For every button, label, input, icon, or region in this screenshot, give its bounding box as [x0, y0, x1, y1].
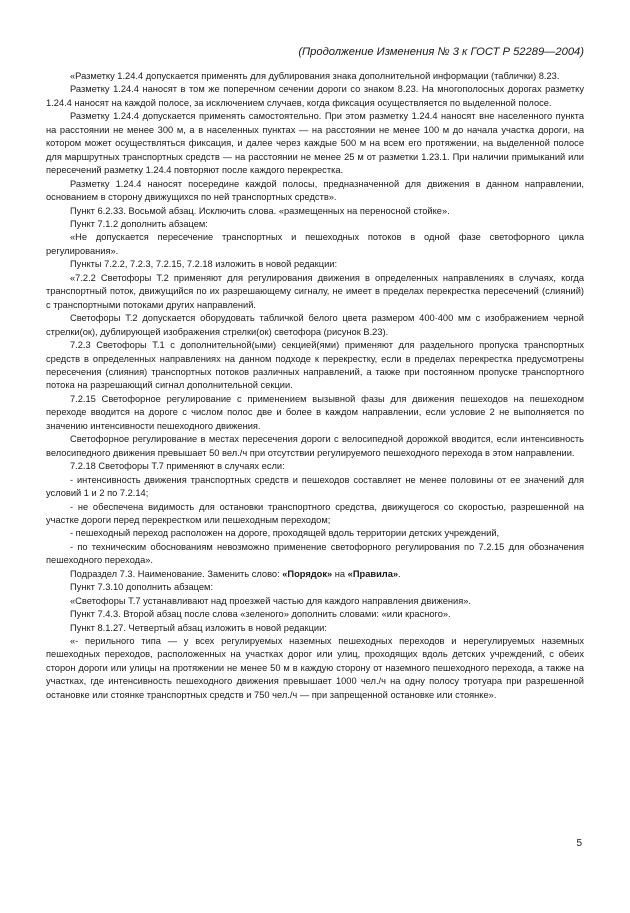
paragraph: Пункт 7.1.2 дополнить абзацем: — [70, 218, 208, 229]
paragraph: - интенсивность движения транспортных средств и пешеходов составляет не менее половины от ее значений для условий 1 и 2 по 7.2.14; — [46, 474, 584, 499]
paragraph: - не обеспечена видимость для остановки транспортного средства, движущегося со скоростью, разрешенной на участке дороги перед перекрестком или пешеходным переходом; — [46, 501, 584, 525]
paragraph: Пункт 7.4.3. Второй абзац после слова «зеленого» дополнить словами: «или красного». — [70, 609, 451, 620]
paragraph: 7.2.18 Светофоры Т.7 применяют в случаях если: — [70, 461, 285, 472]
paragraph: Пункты 7.2.2, 7.2.3, 7.2.15, 7.2.18 изложить в новой редакции: — [70, 259, 338, 270]
word-to: «Правила» — [347, 568, 399, 579]
paragraph: «Не допускается пересечение транспортных и пешеходных потоков в одной фазе светофорного цикла регулирования». — [46, 232, 584, 256]
running-header: (Продолжение Изменения № 3 к ГОСТ Р 52289—2004) — [298, 46, 584, 58]
subsection-prefix: Подраздел 7.3. Наименование. Заменить слово: — [70, 568, 283, 579]
paragraph: 7.2.3 Светофоры Т.1 с дополнительной(ыми) секцией(ями) применяют для раздельного пропуска транспортных средств в определенных направлениях на данном подходе к перекрестку, если в пределах перекрестка предусмотрены пересечения (слияния) транспортных потоков различных направлений, а также при постоянном пропуске транспортного потока на разрешающий сигнал дополнительной секции. — [46, 340, 584, 391]
paragraph: Пункт 7.3.10 дополнить абзацем: — [70, 582, 214, 593]
document-body — [46, 70, 584, 702]
paragraph: Разметку 1.24.4 допускается применять самостоятельно. При этом разметку 1.24.4 наносят вне населенного пункта на расстоянии не менее 300 м, а в населенных пунктах — на расстоянии не менее 100 м до начала участка дороги, на котором может осуществляться фиксация, и далее через каждые 500 м на всем его протяжении, на выделенной полосе для маршрутных транспортных средств — на расстоянии не менее 25 м от разметки 1.23.1. При наличии примыканий или пересечений разметку 1.24.4 повторяют после каждого перекрестка. — [46, 111, 584, 176]
subsection-paragraph — [46, 568, 584, 581]
paragraph: Светофоры Т.2 допускается оборудовать табличкой белого цвета размером 400·400 мм с изображением черной стрелки(ок), дублирующей изображения стрелки(ок) светофора (рисунок В.23). — [46, 313, 584, 337]
word-from: «Порядок» — [282, 568, 333, 579]
subsection-suffix: . — [398, 568, 401, 579]
paragraph: Разметку 1.24.4 наносят посередине каждой полосы, предназначенной для движения в данном направлении, основанием в сторону движущихся по ней транспортных средств». — [46, 178, 584, 203]
paragraph: «7.2.2 Светофоры Т.2 применяют для регулирования движения в определенных направлениях в случаях, когда транспортный поток, движущийся по их разрешающему сигналу, не имеет в пределах перекрестка пересечений (слияний) с транспортными потоками других направлений. — [46, 272, 584, 310]
paragraph: Пункт 8.1.27. Четвертый абзац изложить в новой редакции: — [70, 622, 327, 633]
paragraph: «Светофоры Т.7 устанавливают над проезжей частью для каждого направления движения». — [70, 595, 471, 606]
paragraph: - по техническим обоснованиям невозможно применение светофорного регулирования по 7.2.15 для обозначения пешеходного перехода». — [46, 541, 584, 566]
paragraph: Светофорное регулирование в местах пересечения дороги с велосипедной дорожкой вводится, если интенсивность велосипедного движения превышает 50 вел./ч при отсутствии регулируемого пешеходного перехода в этом направлении. — [46, 434, 584, 458]
paragraph: Разметку 1.24.4 наносят в том же поперечном сечении дороги со знаком 8.23. На многополосных дорогах разметку 1.24.4 наносят на каждой полосе, за исключением случаев, когда фиксация осуществляется по выделенной полосе. — [46, 84, 584, 108]
paragraph: - пешеходный переход расположен на дороге, проходящей вдоль территории детских учреждений, — [70, 528, 500, 539]
page-number: 5 — [576, 838, 582, 849]
paragraph: 7.2.15 Светофорное регулирование с применением вызывной фазы для движения пешеходов на пешеходном переходе вводится на дороге с числом полос две и более в каждом направлении, если условие 2 не выполняется по значению интенсивности пешеходного движения. — [46, 393, 584, 431]
paragraph: Пункт 6.2.33. Восьмой абзац. Исключить слова. «размещенных на переносной стойке». — [70, 205, 450, 216]
paragraph: «Разметку 1.24.4 допускается применять для дублирования знака дополнительной информации (таблички) 8.23. — [70, 71, 560, 81]
paragraph: «- перильного типа — у всех регулируемых наземных пешеходных переходов и нерегулируемых наземных пешеходных переходов, расположенных на участках дорог или улиц, проходящих вдоль детских учреждений, с обеих сторон дороги или улицы на протяжении не менее 50 м в каждую сторону от наземного пешеходного перехода, а также на участках, где интенсивность пешеходного движения превышает 1000 чел./ч на одну полосу тротуара при разрешенной остановке или стоянке транспортных средств и 750 чел./ч — при запрещенной остановке или стоянке». — [46, 636, 584, 700]
subsection-middle: на — [332, 568, 348, 579]
